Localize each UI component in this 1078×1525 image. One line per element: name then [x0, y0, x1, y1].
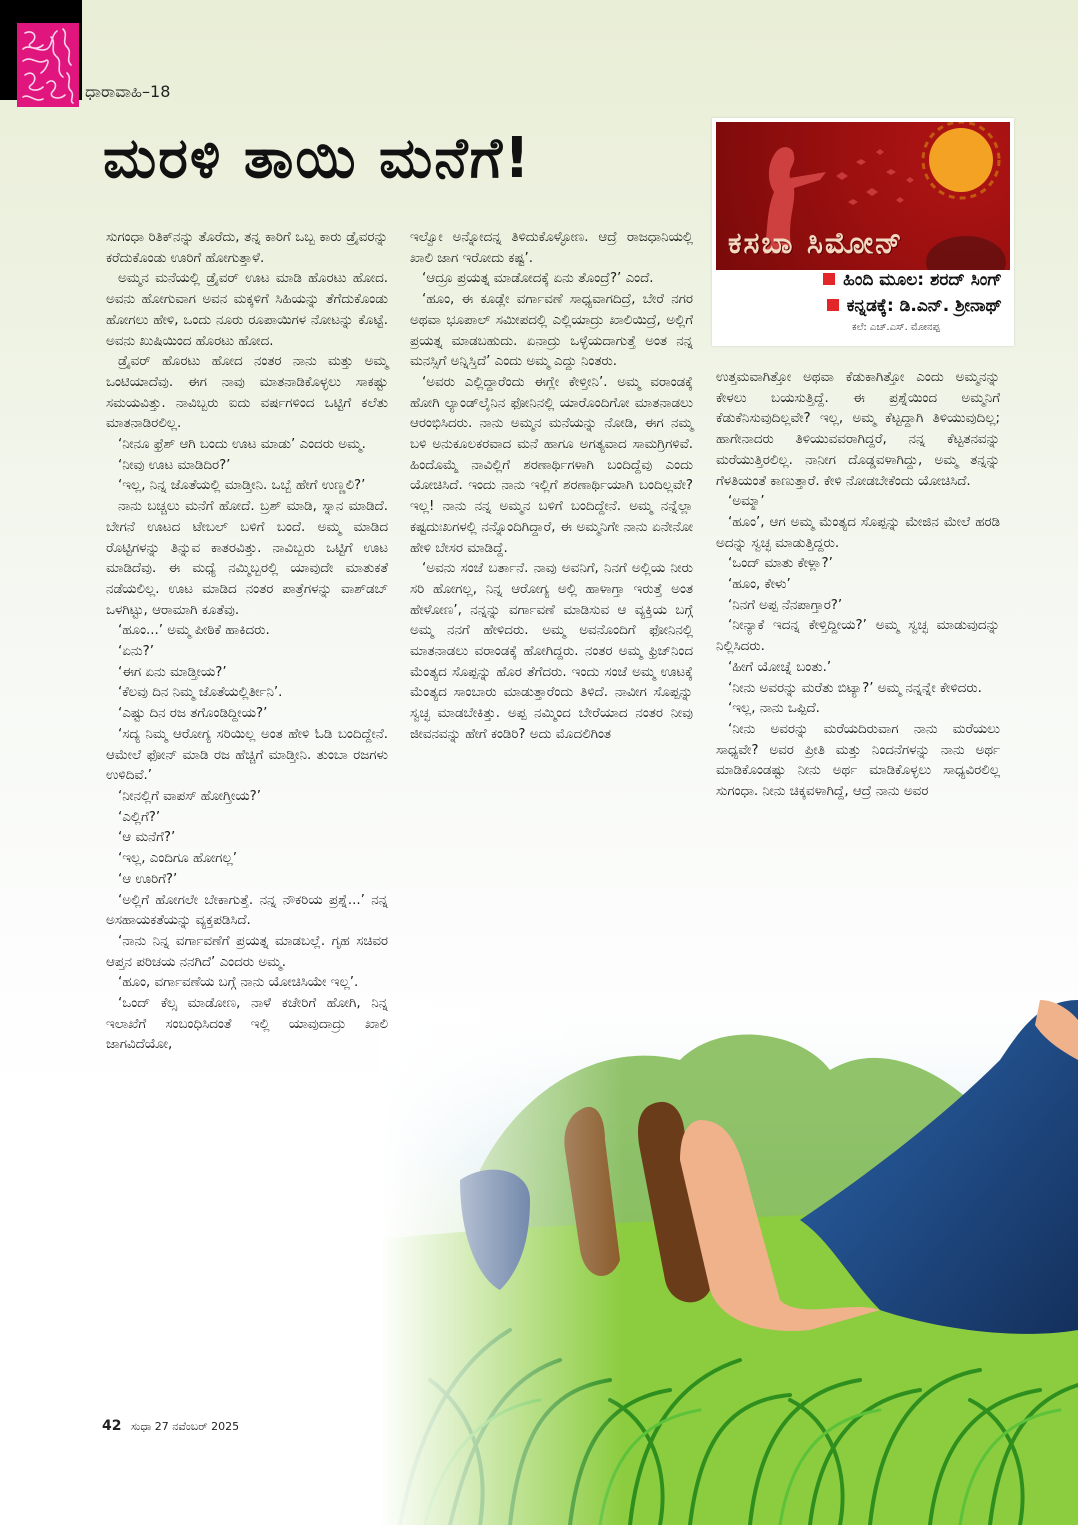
article-title: ಮರಳಿ ತಾಯಿ ಮನೆಗೆ!: [103, 126, 532, 191]
section-logo: [17, 23, 79, 107]
text-column-3: [716, 368, 1000, 803]
paragraph: ‘ಹೂಂ, ಈ ಕೂಡ್ಲೇ ವರ್ಗಾವಣೆ ಸಾಧ್ಯವಾಗದಿದ್ರೆ, ಬೇರೆ ನಗರ ಅಥವಾ ಭೂಪಾಲ್ ಸಮೀಪದಲ್ಲಿ ಎಲ್ಲಿಯಾದ್ರು ಖಾಲಿಯಿದ್ರೆ, ಅಲ್ಲಿಗೆ ಪ್ರಯತ್ನ ಮಾಡಬಹುದು. ಏನಾದ್ರು ಒಳ್ಳೆಯದಾಗುತ್ತೆ ಅಂತ ನನ್ನ ಮನಸ್ಸಿಗೆ ಅನ್ನಿಸ್ತಿದೆ’ ಎಂದು ಅಮ್ಮ ಎದ್ದು ನಿಂತರು.: [410, 292, 693, 370]
page-number: 42: [102, 1418, 122, 1434]
paragraph: ‘ಹೂಂ, ವರ್ಗಾವಣೆಯ ಬಗ್ಗೆ ನಾನು ಯೋಚಿಸಿಯೇ ಇಲ್ಲ’.: [118, 975, 359, 991]
paragraph: ‘ಆದ್ರೂ ಪ್ರಯತ್ನ ಮಾಡೋದಕ್ಕೆ ಏನು ತೊಂದ್ರೆ?’ ಎಂದೆ.: [422, 271, 654, 287]
paragraph: ‘ಹೂಂ’, ಆಗ ಅಮ್ಮ ಮೆಂತ್ಯದ ಸೊಪ್ಪನ್ನು ಮೇಜಿನ ಮೇಲೆ ಹರಡಿ ಅದನ್ನು ಸ್ವಚ್ಛ ಮಾಡುತ್ತಿದ್ದರು.: [716, 514, 1000, 551]
paragraph: ‘ನಿನಗೆ ಅಪ್ಪ ನೆನಪಾಗ್ತಾರ?’: [728, 597, 843, 613]
red-square-bullet: [823, 273, 835, 285]
paragraph: ‘ಒಂದ್ ಮಾತು ಕೇಳ್ಲಾ?’: [728, 556, 833, 572]
paragraph: ‘ನೀನು ಅವರನ್ನು ಮರೆತು ಬಿಟ್ಯಾ?’ ಅಮ್ಮ ನನ್ನನ್ನೇ ಕೇಳಿದರು.: [728, 680, 982, 696]
paragraph: ಅಮ್ಮನ ಮನೆಯಲ್ಲಿ ಡ್ರೈವರ್ ಊಟ ಮಾಡಿ ಹೊರಟು ಹೋದ. ಅವನು ಹೋಗುವಾಗ ಅವನ ಮಕ್ಕಳಿಗೆ ಸಿಹಿಯನ್ನು ತೆಗೆದುಕೊಂಡು ಹೋಗಲು ಹೇಳಿ, ಒಂದು ನೂರು ರೂಪಾಯಿಗಳ ನೋಟನ್ನು ಕೊಟ್ಟೆ. ಅವನು ಖುಷಿಯಿಂದ ಹೊರಟು ಹೋದ.: [106, 271, 388, 349]
paragraph: ‘ಸದ್ಯ ನಿಮ್ಮ ಆರೋಗ್ಯ ಸರಿಯಿಲ್ಲ ಅಂತ ಹೇಳಿ ಓಡಿ ಬಂದಿದ್ದೇನೆ. ಆಮೇಲೆ ಫೋನ್ ಮಾಡಿ ರಜ ಹೆಚ್ಚಿಗೆ ಮಾಡ್ತೀನಿ. ತುಂಬಾ ರಜಗಳು ಉಳಿದಿವೆ.’: [106, 726, 388, 784]
paragraph: ‘ಅಮ್ಮಾ’: [728, 494, 765, 510]
paragraph: ‘ಆ ಮನೆಗೆ?’: [118, 830, 176, 846]
text-column-2: [410, 228, 693, 746]
page-footer: [102, 1418, 239, 1434]
paragraph: ‘ಏನು?’: [118, 644, 154, 660]
paragraph: ‘ಇಲ್ಲ, ನಿನ್ನ ಜೊತೆಯಲ್ಲಿ ಮಾಡ್ತೀನಿ. ಒಬ್ಬೆ ಹೇಗೆ ಉಣ್ಣಲಿ?’: [118, 478, 366, 494]
sun-shape: [929, 128, 993, 192]
paragraph: ‘ಹೂಂ...’ ಅಮ್ಮ ಪೀಠಿಕೆ ಹಾಕಿದರು.: [118, 623, 270, 639]
story-illustration: [380, 1000, 1078, 1525]
paragraph: ‘ನೀನಲ್ಲಿಗೆ ವಾಪಸ್ ಹೋಗ್ತೀಯ?’: [118, 788, 262, 804]
paragraph: ‘ಅವರು ಎಲ್ಲಿದ್ದಾರೆಂದು ಈಗ್ಲೇ ಕೇಳ್ತೀನಿ’. ಅಮ್ಮ ವರಾಂಡಕ್ಕೆ ಹೋಗಿ ಲ್ಯಾಂಡ್‌ಲೈನಿನ ಫೋನಿನಲ್ಲಿ ಯಾರೊಂದಿಗೋ ಮಾತನಾಡಲು ಆರಂಭಿಸಿದರು. ನಾನು ಅಮ್ಮನ ಮನೆಯನ್ನು ನೋಡಿ, ಈಗ ನಮ್ಮ ಬಳಿ ಅನುಕೂಲಕರವಾದ ಮನೆ ಹಾಗೂ ಅಗತ್ಯವಾದ ಸಾಮಗ್ರಿಗಳಿವೆ. ಹಿಂದೊಮ್ಮೆ ನಾವಿಲ್ಲಿಗೆ ಶರಣಾರ್ಥಿಗಳಾಗಿ ಬಂದಿದ್ದೆವು ಎಂದು ಯೋಚಿಸಿದೆ. ಇಂದು ನಾನು ಇಲ್ಲಿಗೆ ಶರಣಾರ್ಥಿಯಾಗಿ ಬಂದಿಲ್ಲವೇ? ಇಲ್ಲ! ನಾನು ನನ್ನ ಅಮ್ಮನ ಬಳಿಗೆ ಬಂದಿದ್ದೇನೆ. ಅಮ್ಮ ನನ್ನೆಲ್ಲಾ ಕಷ್ಟದುಃಖಗಳಲ್ಲಿ ನನ್ನೊಂದಿಗಿದ್ದಾರೆ, ಈ ಅಮ್ಮನಿಗೇ ನಾನು ಏನೇನೋ ಹೇಳಿ ಬೇಸರ ಮಾಡಿದ್ದೆ.: [410, 374, 693, 556]
series-label: ಧಾರಾವಾಹಿ–18: [85, 82, 171, 101]
paragraph: ‘ನೀನೂ ಫ್ರೆಶ್ ಆಗಿ ಬಂದು ಊಟ ಮಾಡು’ ಎಂದರು ಅಮ್ಮ.: [118, 437, 366, 453]
credit-translator: [827, 296, 1002, 316]
banner-series-name: ಕಸಬಾ ಸಿಮೋನ್: [728, 226, 904, 261]
paragraph: ‘ನೀವು ಊಟ ಮಾಡಿದಿರ?’: [118, 457, 231, 473]
paragraph: ‘ನೀನ್ಯಾಕೆ ಇದನ್ನ ಕೇಳ್ತಿದ್ದೀಯ?’ ಅಮ್ಮ ಸ್ವಚ್ಛ ಮಾಡುವುದನ್ನು ನಿಲ್ಲಿಸಿದರು.: [716, 618, 1000, 655]
text-column-1: [106, 228, 388, 1056]
paragraph: ‘ಇಲ್ಲ, ಎಂದಿಗೂ ಹೋಗಲ್ಲ’: [118, 851, 237, 867]
credit-original-text: ಹಿಂದಿ ಮೂಲ: ಶರದ್ ಸಿಂಗ್: [843, 270, 1002, 290]
paragraph: ಡ್ರೈವರ್ ಹೊರಟು ಹೋದ ನಂತರ ನಾನು ಮತ್ತು ಅಮ್ಮ ಒಂಟಿಯಾದೆವು. ಈಗ ನಾವು ಮಾತನಾಡಿಕೊಳ್ಳಲು ಸಾಕಷ್ಟು ಸಮಯವಿತ್ತು. ನಾವಿಬ್ಬರು ಐದು ವರ್ಷಗಳಿಂದ ಒಟ್ಟಿಗೆ ಕಲೆತು ಮಾತನಾಡಿರಲಿಲ್ಲ.: [106, 354, 388, 432]
pink-swirl-pattern-icon: [17, 23, 79, 107]
paragraph: ‘ಕೆಲವು ದಿನ ನಿಮ್ಮ ಜೊತೆಯಲ್ಲಿರ್ತೀನಿ’.: [118, 685, 283, 701]
paragraph: ‘ಹೀಗೆ ಯೋಚ್ನೆ ಬಂತು.’: [728, 659, 832, 675]
serial-banner: [712, 118, 1014, 346]
paragraph: ‘ಆ ಊರಿಗೆ?’: [118, 871, 178, 887]
banner-illustration: [716, 122, 1010, 270]
credit-translator-text: ಕನ್ನಡಕ್ಕೆ: ಡಿ.ಎನ್. ಶ್ರೀನಾಥ್: [846, 296, 1002, 316]
paragraph: ‘ಈಗ ಏನು ಮಾಡ್ತೀಯ?’: [118, 664, 227, 680]
paragraph: ‘ಅಲ್ಲಿಗೆ ಹೋಗಲೇ ಬೇಕಾಗುತ್ತೆ. ನನ್ನ ನೌಕರಿಯ ಪ್ರಶ್ನೆ...’ ನನ್ನ ಅಸಹಾಯಕತೆಯನ್ನು ವ್ಯಕ್ತಪಡಿಸಿದೆ.: [106, 892, 388, 929]
paragraph: ‘ಹೂಂ, ಕೇಳು’: [728, 577, 791, 593]
paragraph: ‘ನಾನು ನಿನ್ನ ವರ್ಗಾವಣೆಗೆ ಪ್ರಯತ್ನ ಮಾಡಬಲ್ಲೆ. ಗೃಹ ಸಚಿವರ ಆಪ್ತನ ಪರಿಚಯ ನನಗಿದೆ’ ಎಂದರು ಅಮ್ಮ.: [106, 933, 388, 970]
corner-shadow: [926, 236, 1006, 270]
paragraph: ‘ಎಷ್ಟು ದಿನ ರಜ ತಗೊಂಡಿದ್ದೀಯ?’: [118, 706, 268, 722]
paragraph: ‘ಒಂದ್ ಕೆಲ್ಸ ಮಾಡೋಣ, ನಾಳೆ ಕಚೇರಿಗೆ ಹೋಗಿ, ನಿನ್ನ ಇಲಾಖೆಗೆ ಸಂಬಂಧಿಸಿದಂತೆ ಇಲ್ಲಿ ಯಾವುದಾದ್ರು ಖಾಲಿ ಜಾಗವಿದೆಯೋ,: [106, 996, 388, 1053]
publication-date: ಸುಧಾ 27 ನವೆಂಬರ್ 2025: [130, 1420, 240, 1433]
credit-original: [823, 270, 1002, 290]
paragraph: ಸುಗಂಧಾ ರಿತಿಕ್‌ನನ್ನು ತೊರೆದು, ತನ್ನ ಕಾರಿಗೆ ಒಬ್ಬ ಕಾರು ಡ್ರೈವರನ್ನು ಕರೆದುಕೊಂಡು ಊರಿಗೆ ಹೋಗುತ್ತಾಳೆ.: [106, 230, 388, 266]
paragraph: ನಾನು ಬಚ್ಚಲು ಮನೆಗೆ ಹೋದೆ. ಬ್ರಶ್ ಮಾಡಿ, ಸ್ನಾನ ಮಾಡಿದೆ. ಬೇಗನೆ ಊಟದ ಟೇಬಲ್ ಬಳಿಗೆ ಬಂದೆ. ಅಮ್ಮ ಮಾಡಿದ ರೊಟ್ಟಿಗಳನ್ನು ತಿನ್ನುವ ಕಾತರವಿತ್ತು. ನಾವಿಬ್ಬರು ಒಟ್ಟಿಗೆ ಊಟ ಮಾಡಿದೆವು. ಈ ಮಧ್ಯೆ ನಮ್ಮಿಬ್ಬರಲ್ಲಿ ಯಾವುದೇ ಮಾತುಕತೆ ನಡೆಯಲಿಲ್ಲ. ಊಟ ಮಾಡಿದ ನಂತರ ಪಾತ್ರೆಗಳನ್ನು ವಾಶ್‌ಡಬ್ ಒಳಗಿಟ್ಟು, ಆರಾಮಾಗಿ ಕೂತೆವು.: [106, 499, 388, 618]
paragraph: ಇಲ್ವೋ ಅನ್ನೋದನ್ನ ತಿಳಿದುಕೊಳ್ಳೋಣ. ಆದ್ರೆ ರಾಜಧಾನಿಯಲ್ಲಿ ಖಾಲಿ ಜಾಗ ಇರೋದು ಕಷ್ಟ’.: [410, 230, 693, 266]
paragraph: ‘ಎಲ್ಲಿಗೆ?’: [118, 809, 161, 825]
art-credit: ಕಲೆ: ಎಚ್.ಎಸ್. ಮೋನಪ್ಪ: [852, 322, 940, 333]
feet-in-grass-illustration: [380, 1000, 1078, 1525]
paragraph: ‘ನೀನು ಅವರನ್ನು ಮರೆಯದಿರುವಾಗ ನಾನು ಮರೆಯಲು ಸಾಧ್ಯವೇ? ಅವರ ಪ್ರೀತಿ ಮತ್ತು ನಿಂದನೆಗಳನ್ನು ನಾನು ಅರ್ಥ ಮಾಡಿಕೊಂಡಷ್ಟು ನೀನು ಅರ್ಥ ಮಾಡಿಕೊಳ್ಳಲು ಸಾಧ್ಯವಿರಲಿಲ್ಲ ಸುಗಂಧಾ. ನೀನು ಚಿಕ್ಕವಳಾಗಿದ್ದೆ, ಆದ್ರೆ ನಾನು ಅವರ: [716, 721, 1000, 800]
butterflies: [836, 149, 914, 205]
red-square-bullet: [827, 299, 839, 311]
paragraph: ‘ಅವನು ಸಂಜೆ ಬರ್ತಾನೆ. ನಾವು ಅವನಿಗೆ, ನಿನಗೆ ಅಲ್ಲಿಯ ನೀರು ಸರಿ ಹೋಗಲ್ಲ, ನಿನ್ನ ಆರೋಗ್ಯ ಅಲ್ಲಿ ಹಾಳಾಗ್ತಾ ಇರುತ್ತೆ ಅಂತ ಹೇಳೋಣ’, ನನ್ನನ್ನು ವರ್ಗಾವಣೆ ಮಾಡಿಸುವ ಆ ವ್ಯಕ್ತಿಯ ಬಗ್ಗೆ ಅಮ್ಮ ನನಗೆ ಹೇಳಿದರು. ಅಮ್ಮ ಅವನೊಂದಿಗೆ ಫೋನಿನಲ್ಲಿ ಮಾತನಾಡಲು ವರಾಂಡಕ್ಕೆ ಹೋಗಿದ್ದರು. ನಂತರ ಅಮ್ಮ ಫ್ರಿಜ್‌ನಿಂದ ಮೆಂತ್ಯದ ಸೊಪ್ಪನ್ನು ಹೊರ ತೆಗೆದರು. ಇಂದು ಸಂಜೆ ಅಮ್ಮ ಊಟಕ್ಕೆ ಮೆಂತ್ಯದ ಸಾಂಬಾರು ಮಾಡುತ್ತಾರೆಂದು ತಿಳಿದೆ. ನಾವೀಗ ಸೊಪ್ಪನ್ನು ಸ್ವಚ್ಛ ಮಾಡಬೇಕಿತ್ತು. ಅಪ್ಪ ನಮ್ಮಿಂದ ಬೇರೆಯಾದ ನಂತರ ನೀವು ಜೀವನವನ್ನು ಹೇಗೆ ಕಂಡಿರಿ? ಅದು ಮೊದಲಿಗಿಂತ: [410, 561, 693, 742]
paragraph: ಉತ್ತಮವಾಗಿತ್ತೋ ಅಥವಾ ಕೆಡುಕಾಗಿತ್ತೋ ಎಂದು ಅಮ್ಮನನ್ನು ಕೇಳಲು ಬಯಸುತ್ತಿದ್ದೆ. ಈ ಪ್ರಶ್ನೆಯಿಂದ ಅಮ್ಮನಿಗೆ ಕೆಡುಕೆನಿಸುವುದಿಲ್ಲವೇ? ಇಲ್ಲ, ಅಮ್ಮ ಕೆಟ್ಟದ್ದಾಗಿ ತಿಳಿಯುವುದಿಲ್ಲ; ಹಾಗೇನಾದರು ತಿಳಿಯುವವರಾಗಿದ್ದರೆ, ನನ್ನ ಕೆಟ್ಟತನವನ್ನು ಮರೆಯುತ್ತಿರಲಿಲ್ಲ. ನಾನೀಗ ದೊಡ್ಡವಳಾಗಿದ್ದು, ಅಮ್ಮ ತನ್ನನ್ನು ಗೆಳತಿಯಂತೆ ಕಾಣುತ್ತಾರೆ. ಕೇಳಿ ನೋಡಬೇಕೆಂದು ಯೋಚಿಸಿದೆ.: [716, 370, 1000, 489]
paragraph: ‘ಇಲ್ಲ, ನಾನು ಒಪ್ಪಿದೆ.: [728, 701, 820, 717]
